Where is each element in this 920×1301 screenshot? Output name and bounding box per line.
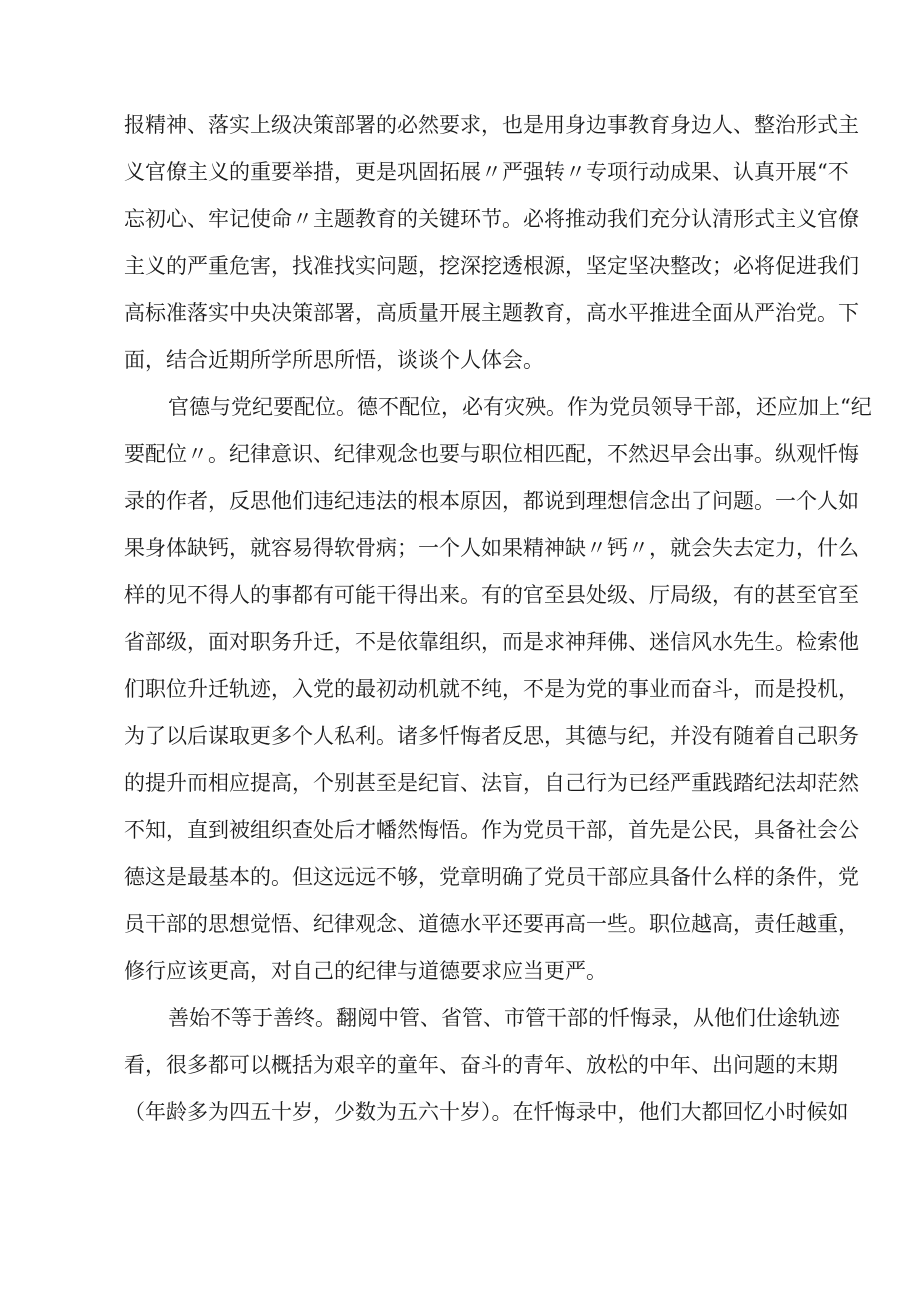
- text-line: 省部级，面对职务升迁，不是依靠组织，而是求神拜佛、迷信风水先生。检索他: [124, 630, 859, 654]
- text-line: 不知，直到被组织查处后才幡然悔悟。作为党员干部，首先是公民，具备社会公: [124, 818, 859, 842]
- text-line: 员干部的思想觉悟、纪律观念、道德水平还要再高一些。职位越高，责任越重，: [124, 912, 859, 936]
- text-line: 样的见不得人的事都有可能干得出来。有的官至县处级、厅局级，有的甚至官至: [124, 583, 859, 607]
- text-line: （年龄多为四五十岁，少数为五六十岁）。在忏悔录中，他们大都回忆小时候如: [124, 1100, 849, 1124]
- paragraph-3: [124, 995, 849, 1136]
- text-line: 高标准落实中央决策部署，高质量开展主题教育，高水平推进全面从严治党。下: [124, 301, 859, 325]
- text-line: 忘初心、牢记使命〃主题教育的关键环节。必将推动我们充分认清形式主义官僚: [124, 207, 859, 231]
- text-line: 为了以后谋取更多个人私利。诸多忏悔者反思，其德与纪，并没有随着自己职务: [124, 724, 859, 748]
- text-line: 们职位升迁轨迹，入党的最初动机就不纯，不是为党的事业而奋斗，而是投机，: [124, 677, 859, 701]
- text-line: 善始不等于善终。翻阅中管、省管、市管干部的忏悔录，从他们仕途轨迹: [168, 1006, 840, 1030]
- text-line: 德这是最基本的。但这远远不够，党章明确了党员干部应具备什么样的条件，党: [124, 865, 859, 889]
- paragraph-1: [124, 102, 859, 384]
- text-line: 报精神、落实上级决策部署的必然要求，也是用身边事教育身边人、整治形式主: [124, 113, 859, 137]
- text-line: 官德与党纪要配位。德不配位，必有灾殃。作为党员领导干部，还应加上“纪: [168, 395, 872, 419]
- text-line: 面，结合近期所学所思所悟，谈谈个人体会。: [124, 348, 544, 372]
- text-line: 主义的严重危害，找准找实问题，挖深挖透根源，坚定坚决整改；必将促进我们: [124, 254, 859, 278]
- paragraph-2: [124, 384, 872, 995]
- text-line: 修行应该更高，对自己的纪律与道德要求应当更严。: [124, 959, 607, 983]
- text-line: 要配位〃。纪律意识、纪律观念也要与职位相匹配，不然迟早会出事。纵观忏悔: [124, 442, 859, 466]
- text-line: 的提升而相应提高，个别甚至是纪盲、法盲，自己行为已经严重践踏纪法却茫然: [124, 771, 859, 795]
- text-line: 义官僚主义的重要举措，更是巩固拓展〃严强转〃专项行动成果、认真开展“不: [124, 160, 849, 184]
- text-line: 看，很多都可以概括为艰辛的童年、奋斗的青年、放松的中年、出问题的末期: [124, 1053, 838, 1077]
- text-line: 录的作者，反思他们违纪违法的根本原因，都说到理想信念出了问题。一个人如: [124, 489, 859, 513]
- document-body: [124, 102, 872, 1136]
- text-line: 果身体缺钙，就容易得软骨病；一个人如果精神缺〃钙〃，就会失去定力，什么: [124, 536, 859, 560]
